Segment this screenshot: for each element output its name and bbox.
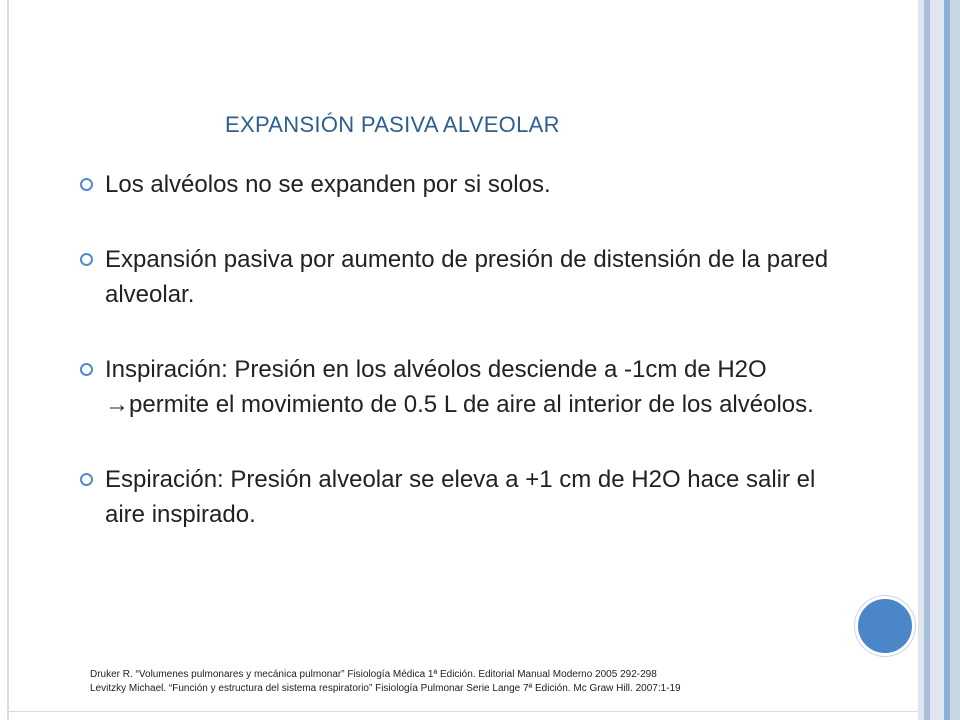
bullet-circle-icon [80, 473, 93, 486]
reference-line: Druker R. “Volumenes pulmonares y mecánica pulmonar” Fisiología Médica 1ª Edición. Editorial Manual Moderno 2005 292-298 [90, 669, 657, 680]
bullet-text: Expansión pasiva por aumento de presión de distensión de la pared alveolar. [105, 246, 829, 308]
bullet-circle-icon [80, 253, 93, 266]
bullet-text-continued: permite el movimiento de 0.5 L de aire al interior de los alvéolos. [129, 391, 814, 418]
bullet-list [80, 167, 840, 532]
bullet-item [80, 462, 840, 532]
bullet-text: Los alvéolos no se expanden por si solos. [105, 171, 551, 198]
bullet-circle-icon [80, 363, 93, 376]
right-decorative-band [918, 0, 960, 720]
bottom-border-line [8, 711, 918, 712]
bullet-circle-icon [80, 178, 93, 191]
bullet-text: Espiración: Presión alveolar se eleva a +1 cm de H2O hace salir el aire inspirado. [105, 466, 816, 528]
slide-title: EXPANSIÓN PASIVA ALVEOLAR [225, 112, 560, 137]
bullet-text: Inspiración: Presión en los alvéolos desciende a -1cm de H2O [105, 356, 767, 383]
reference-line: Levitzky Michael. “Función y estructura del sistema respiratorio” Fisiología Pulmonar Serie Lange 7ª Edición. Mc Graw Hill. 2007:1-19 [90, 683, 681, 694]
bullet-item [80, 352, 840, 422]
left-border-line [7, 0, 9, 720]
side-stripe [950, 0, 960, 720]
side-stripe [930, 0, 944, 720]
accent-circle [855, 596, 915, 656]
arrow-right-icon: → [105, 391, 129, 418]
bullet-item [80, 167, 840, 202]
bullet-item [80, 242, 840, 312]
references [90, 668, 681, 696]
